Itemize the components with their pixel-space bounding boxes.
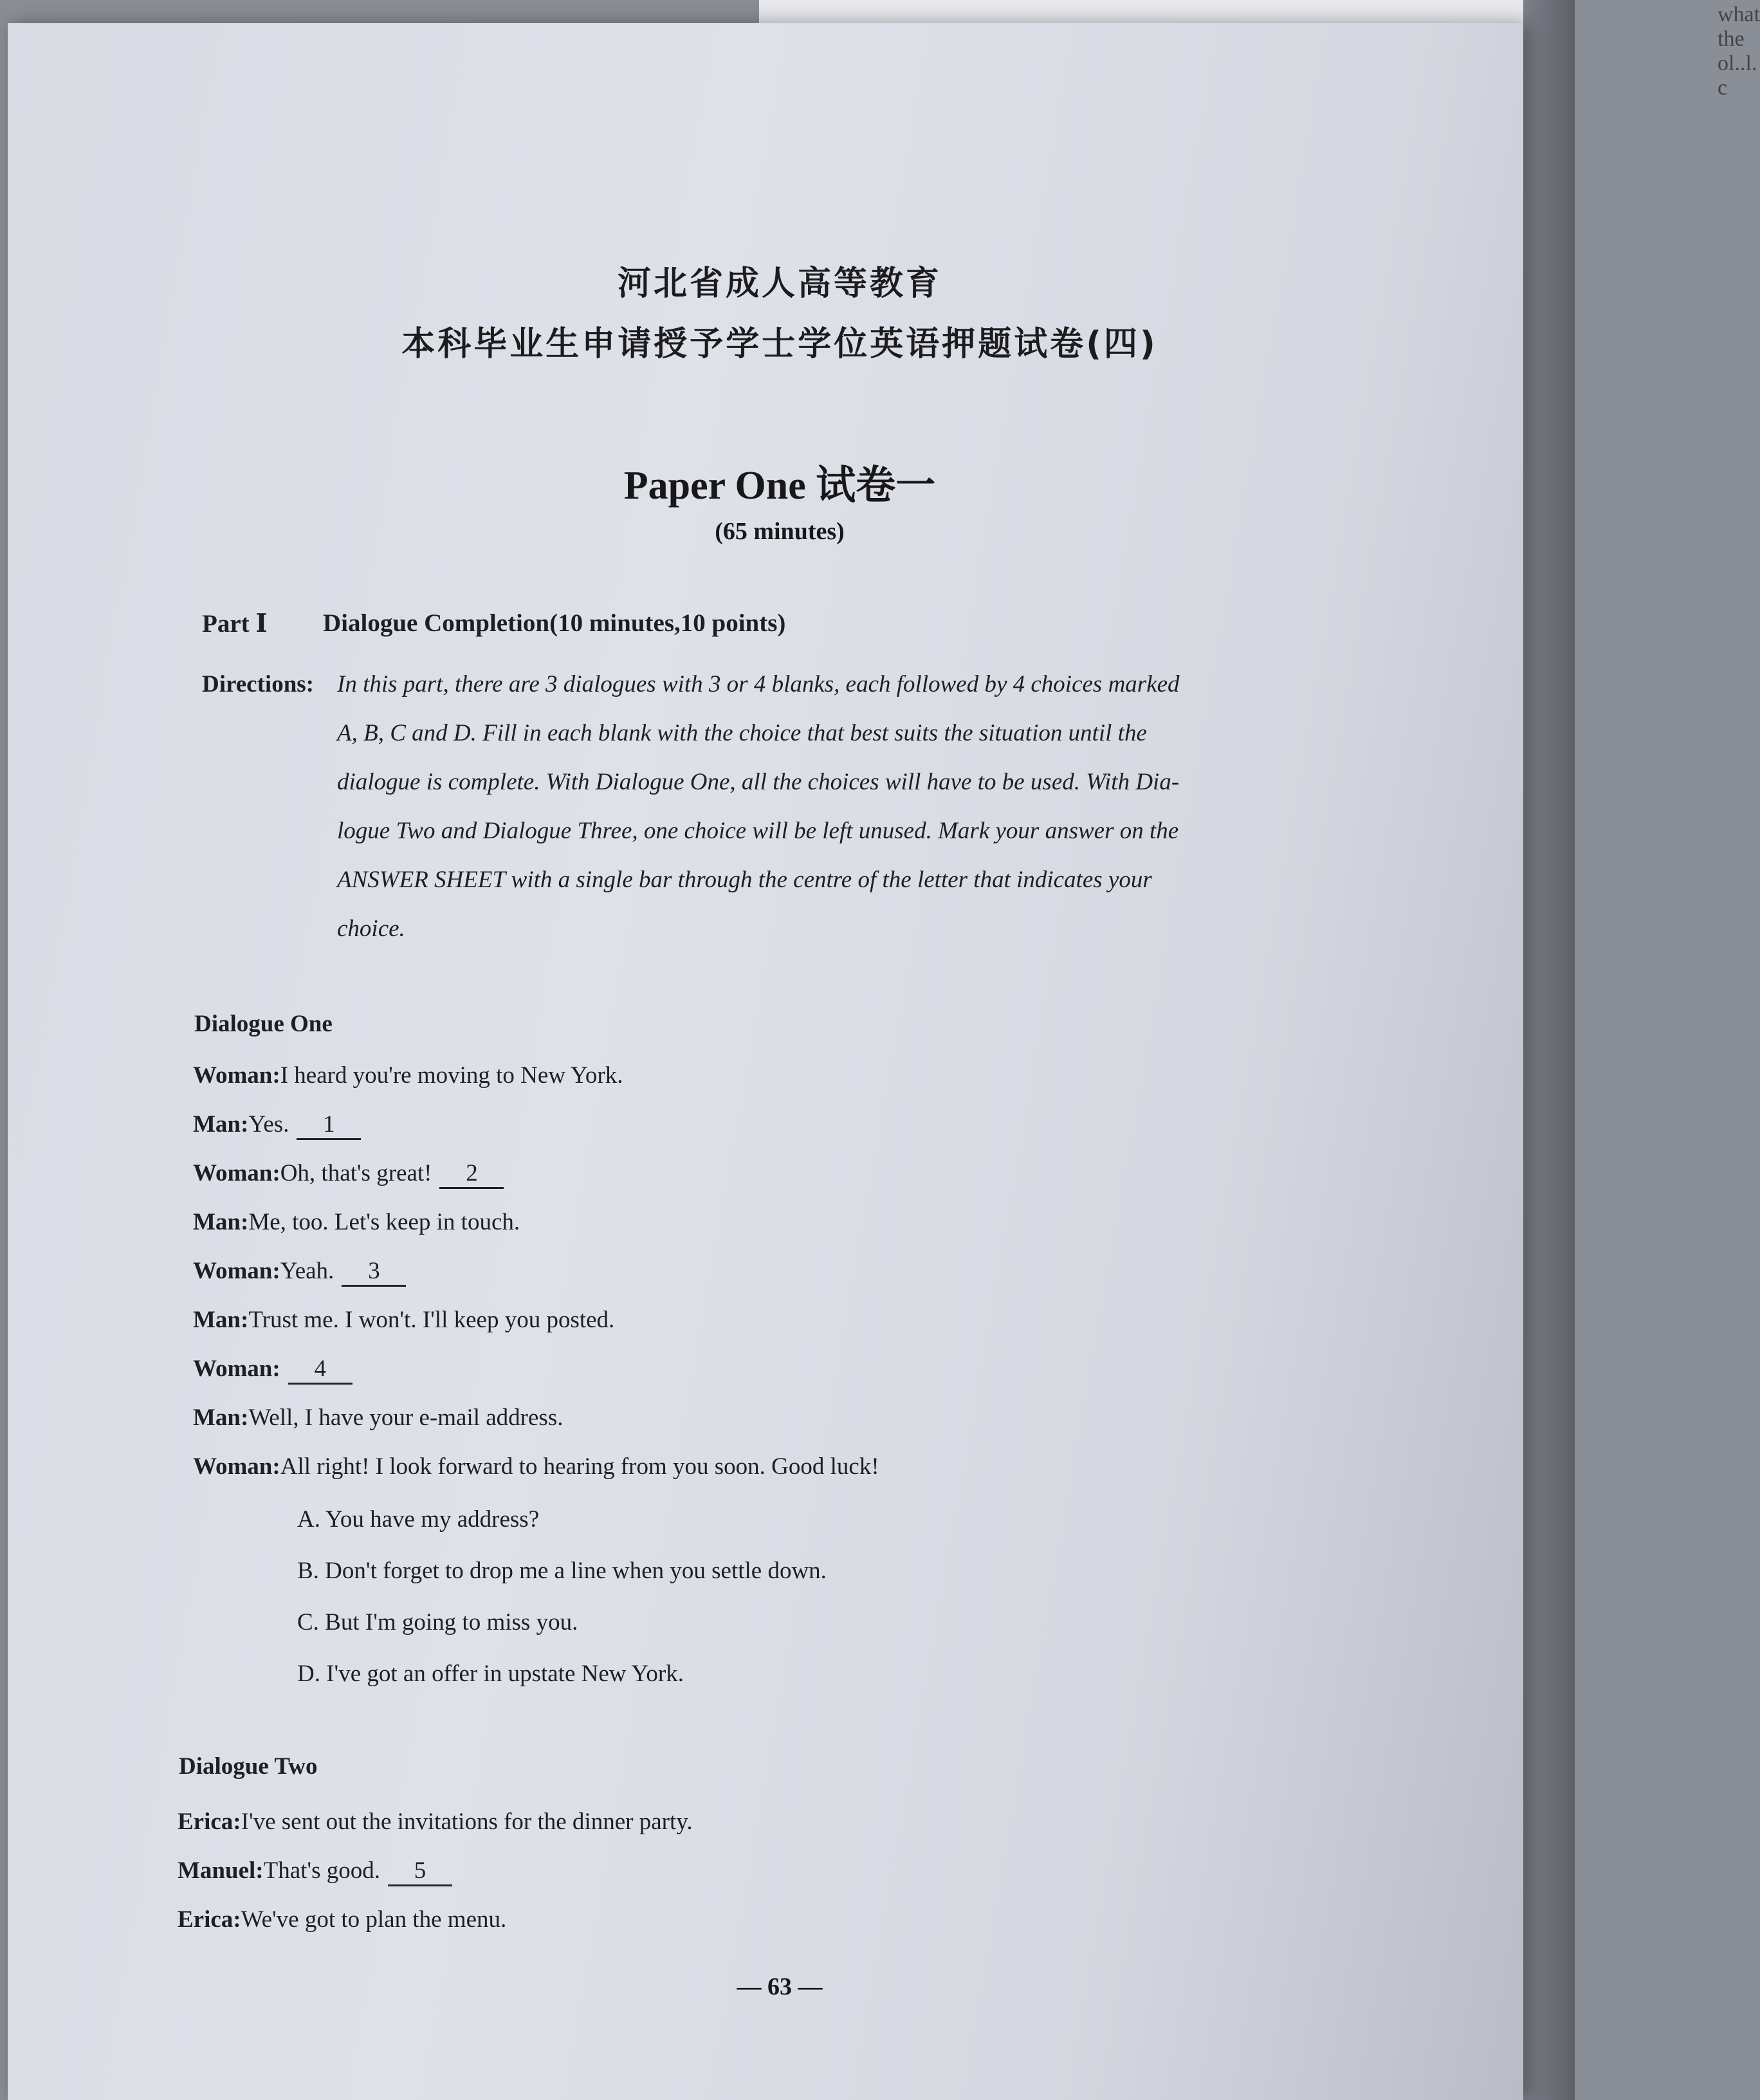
choice-option: A. You have my address? (297, 1506, 540, 1533)
speaker: Man: (193, 1209, 249, 1235)
line-text: Trust me. I won't. I'll keep you posted. (248, 1307, 615, 1333)
dialogue-one-title: Dialogue One (194, 1011, 333, 1037)
line-text: Me, too. Let's keep in touch. (248, 1209, 520, 1235)
exam-page (8, 23, 1523, 2100)
line-text: We've got to plan the menu. (241, 1906, 507, 1933)
dialogue-line (193, 1306, 614, 1334)
paper-title: Paper One 试卷一 (623, 464, 936, 508)
directions-line: A, B, C and D. Fill in each blank with the choice that best suits the situation until the (337, 720, 1147, 746)
paper-duration: (65 minutes) (715, 518, 845, 545)
line-text: Yeah. (280, 1258, 335, 1284)
line-text: That's good. (263, 1857, 380, 1884)
line-text: Yes. (248, 1111, 289, 1138)
dialogue-line (193, 1159, 504, 1189)
answer-blank[interactable]: 3 (342, 1258, 406, 1287)
choice-option: C. But I'm going to miss you. (297, 1609, 578, 1635)
speaker: Manuel: (178, 1857, 264, 1884)
dialogue-line (193, 1453, 879, 1480)
directions-line: dialogue is complete. With Dialogue One, all the choices will have to be used. With Dia- (337, 769, 1180, 795)
answer-blank[interactable]: 1 (297, 1112, 361, 1140)
dialogue-line (193, 1355, 353, 1385)
line-text: All right! I look forward to hearing from you soon. Good luck! (280, 1453, 879, 1480)
line-text: I heard you're moving to New York. (280, 1062, 623, 1089)
dialogue-line (193, 1257, 406, 1287)
page-edge-shadow (1523, 0, 1575, 2100)
part-label: Part Ⅰ (202, 610, 268, 638)
directions-line: choice. (337, 916, 405, 942)
speaker: Woman: (193, 1160, 280, 1186)
speaker: Erica: (178, 1906, 241, 1933)
speaker: Woman: (193, 1356, 280, 1382)
directions-line: ANSWER SHEET with a single bar through the centre of the letter that indicates your (337, 867, 1152, 893)
speaker: Woman: (193, 1258, 280, 1284)
dialogue-two-title: Dialogue Two (179, 1753, 318, 1780)
dialogue-line (193, 1062, 623, 1089)
dialogue-line (193, 1208, 520, 1236)
speaker: Man: (193, 1307, 249, 1333)
header-line-1: 河北省成人高等教育 (617, 264, 942, 303)
speaker: Man: (193, 1405, 249, 1431)
speaker: Woman: (193, 1062, 280, 1089)
choice-option: B. Don't forget to drop me a line when you settle down. (297, 1558, 827, 1584)
line-text: Well, I have your e-mail address. (248, 1405, 564, 1431)
dialogue-line (178, 1906, 506, 1933)
directions-line: logue Two and Dialogue Three, one choice will be left unused. Mark your answer on the (337, 818, 1179, 844)
line-text: Oh, that's great! (280, 1160, 432, 1186)
directions-line: In this part, there are 3 dialogues with 3 or 4 blanks, each followed by 4 choices marked (337, 671, 1180, 697)
choice-option: D. I've got an offer in upstate New York. (297, 1661, 684, 1687)
answer-blank[interactable]: 4 (288, 1356, 353, 1385)
speaker: Erica: (178, 1809, 241, 1835)
directions-label: Directions: (202, 671, 314, 697)
answer-blank[interactable]: 5 (388, 1858, 452, 1886)
speaker: Woman: (193, 1453, 280, 1480)
dialogue-line (193, 1404, 563, 1432)
line-text: I've sent out the invitations for the dinner party. (241, 1809, 693, 1835)
answer-blank[interactable]: 2 (439, 1161, 504, 1189)
background-sheet-text: what the ol..l. c (1718, 3, 1760, 100)
part-title: Dialogue Completion(10 minutes,10 points) (323, 609, 786, 637)
header-line-2: 本科毕业生申请授予学士学位英语押题试卷(四) (401, 325, 1158, 364)
page-number: — 63 — (737, 1973, 823, 2000)
dialogue-line (178, 1857, 452, 1886)
dialogue-line (193, 1110, 361, 1140)
speaker: Man: (193, 1111, 249, 1138)
dialogue-line (178, 1808, 693, 1836)
